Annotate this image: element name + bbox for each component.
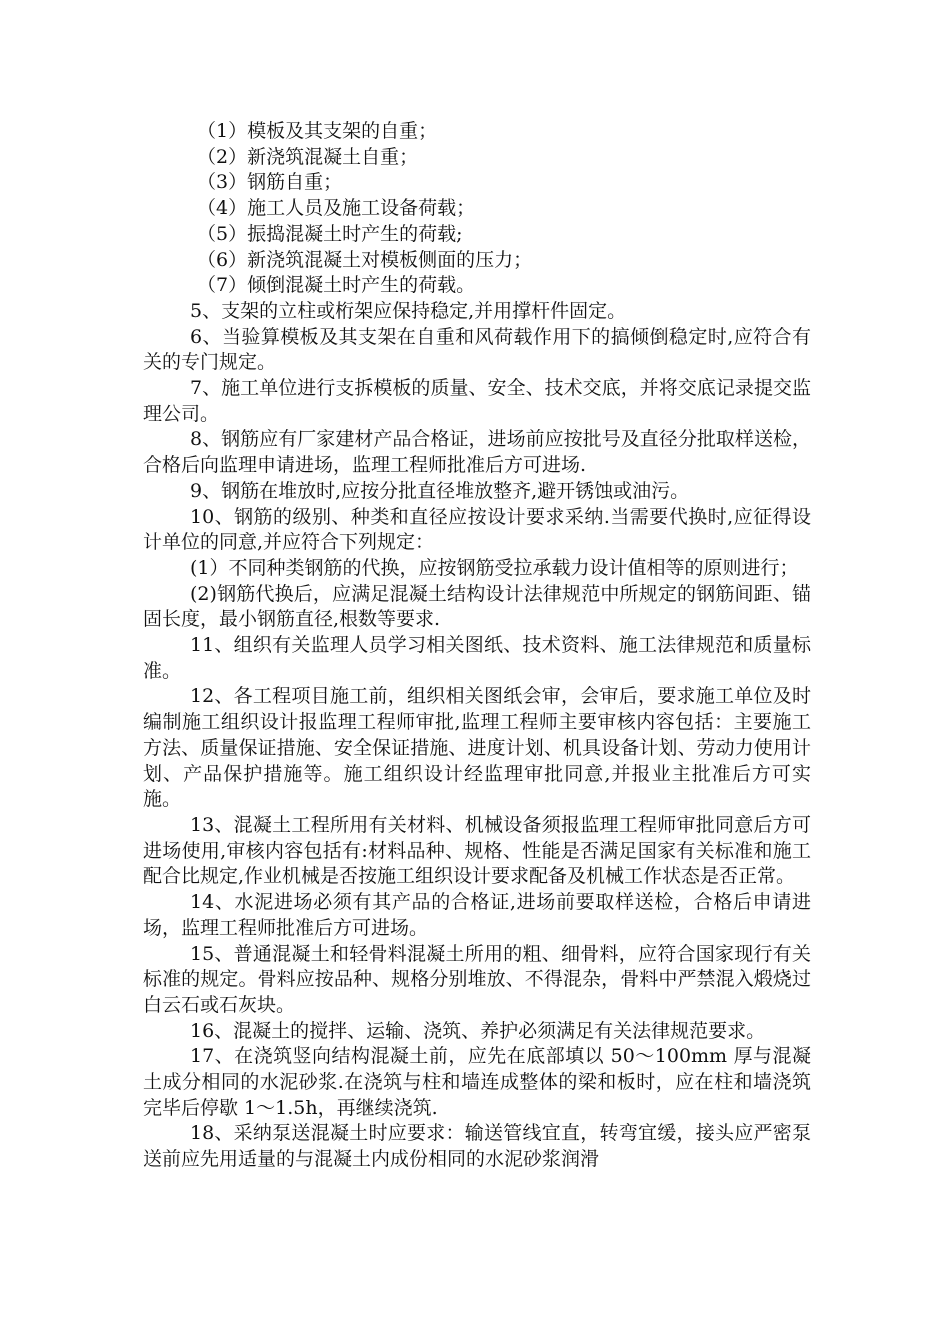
paragraph-10: 10、钢筋的级别、种类和直径应按设计要求采纳.当需要代换时,应征得设计单位的同意,并应符合下列规定：: [143, 505, 811, 554]
paragraph-7: 7、施工单位进行支拆模板的质量、安全、技术交底，并将交底记录提交监理公司。: [143, 377, 811, 425]
paragraph-16: 16、混凝土的搅拌、运输、浇筑、养护必须满足有关法律规范要求。: [190, 1019, 766, 1042]
paragraph-11: 11、组织有关监理人员学习相关图纸、技术资料、施工法律规范和质量标准。: [143, 634, 811, 682]
list-item: （1）模板及其支架的自重；: [197, 120, 438, 142]
paragraph-6: 6、当验算模板及其支架在自重和风荷载作用下的搞倾倒稳定时,应符合有关的专门规定。: [143, 325, 811, 374]
list-item: （7）倾倒混凝土时产生的荷载。: [197, 274, 476, 297]
paragraph-17: 17、在浇筑竖向结构混凝土前，应先在底部填以 50～100mm 厚与混凝土成分相同的水泥砂浆.在浇筑与柱和墙连成整体的梁和板时，应在柱和墙浇筑完毕后停歇 1～1.5h，再继续浇筑.: [143, 1045, 811, 1119]
list-item: （6）新浇筑混凝土对模板侧面的压力；: [197, 248, 533, 271]
paragraph-14: 14、水泥进场必须有其产品的合格证,进场前要取样送检，合格后申请进场，监理工程师批准后方可进场。: [143, 891, 811, 939]
paragraph-5: 5、支架的立柱或桁架应保持稳定,并用撑杆件固定。: [190, 299, 627, 322]
paragraph-18: 18、采纳泵送混凝土时应要求：输送管线宜直，转弯宜缓，接头应严密泵送前应先用适量的与混凝土内成份相同的水泥砂浆润滑: [143, 1122, 811, 1171]
list-item: （3）钢筋自重；: [197, 171, 343, 194]
paragraph-10-2: (2)钢筋代换后，应满足混凝土结构设计法律规范中所规定的钢筋间距、锚固长度，最小钢筋直径,根数等要求.: [143, 582, 811, 631]
paragraph-13: 13、混凝土工程所用有关材料、机械设备须报监理工程师审批同意后方可进场使用,审核内容包括有:材料品种、规格、性能是否满足国家有关标准和施工配合比规定,作业机械是否按施工组织设计要求配备及机械工作状态是否正常。: [143, 813, 811, 888]
paragraph-12: 12、各工程项目施工前，组织相关图纸会审，会审后，要求施工单位及时编制施工组织设计报监理工程师审批,监理工程师主要审核内容包括：主要施工方法、质量保证措施、安全保证措施、进度计划、机具设备计划、劳动力使用计划、产品保护措施等。施工组织设计经监理审批同意,并报业主批准后方可实施。: [143, 685, 811, 811]
paragraph-10-1: (1）不同种类钢筋的代换，应按钢筋受拉承载力设计值相等的原则进行；: [190, 556, 799, 579]
document-body: [143, 119, 811, 1173]
paragraph-9: 9、钢筋在堆放时,应按分批直径堆放整齐,避开锈蚀或油污。: [190, 479, 690, 502]
list-item: （4）施工人员及施工设备荷载；: [197, 197, 476, 220]
list-item: （2）新浇筑混凝土自重；: [197, 145, 419, 168]
list-item: （5）振捣混凝土时产生的荷载;: [197, 222, 463, 245]
paragraph-15: 15、普通混凝土和轻骨料混凝土所用的粗、细骨料，应符合国家现行有关标准的规定。骨料应按品种、规格分别堆放、不得混杂，骨料中严禁混入煅烧过白云石或石灰块。: [143, 942, 811, 1016]
paragraph-8: 8、钢筋应有厂家建材产品合格证，进场前应按批号及直径分批取样送检，合格后向监理申请进场，监理工程师批准后方可进场.: [143, 428, 811, 477]
